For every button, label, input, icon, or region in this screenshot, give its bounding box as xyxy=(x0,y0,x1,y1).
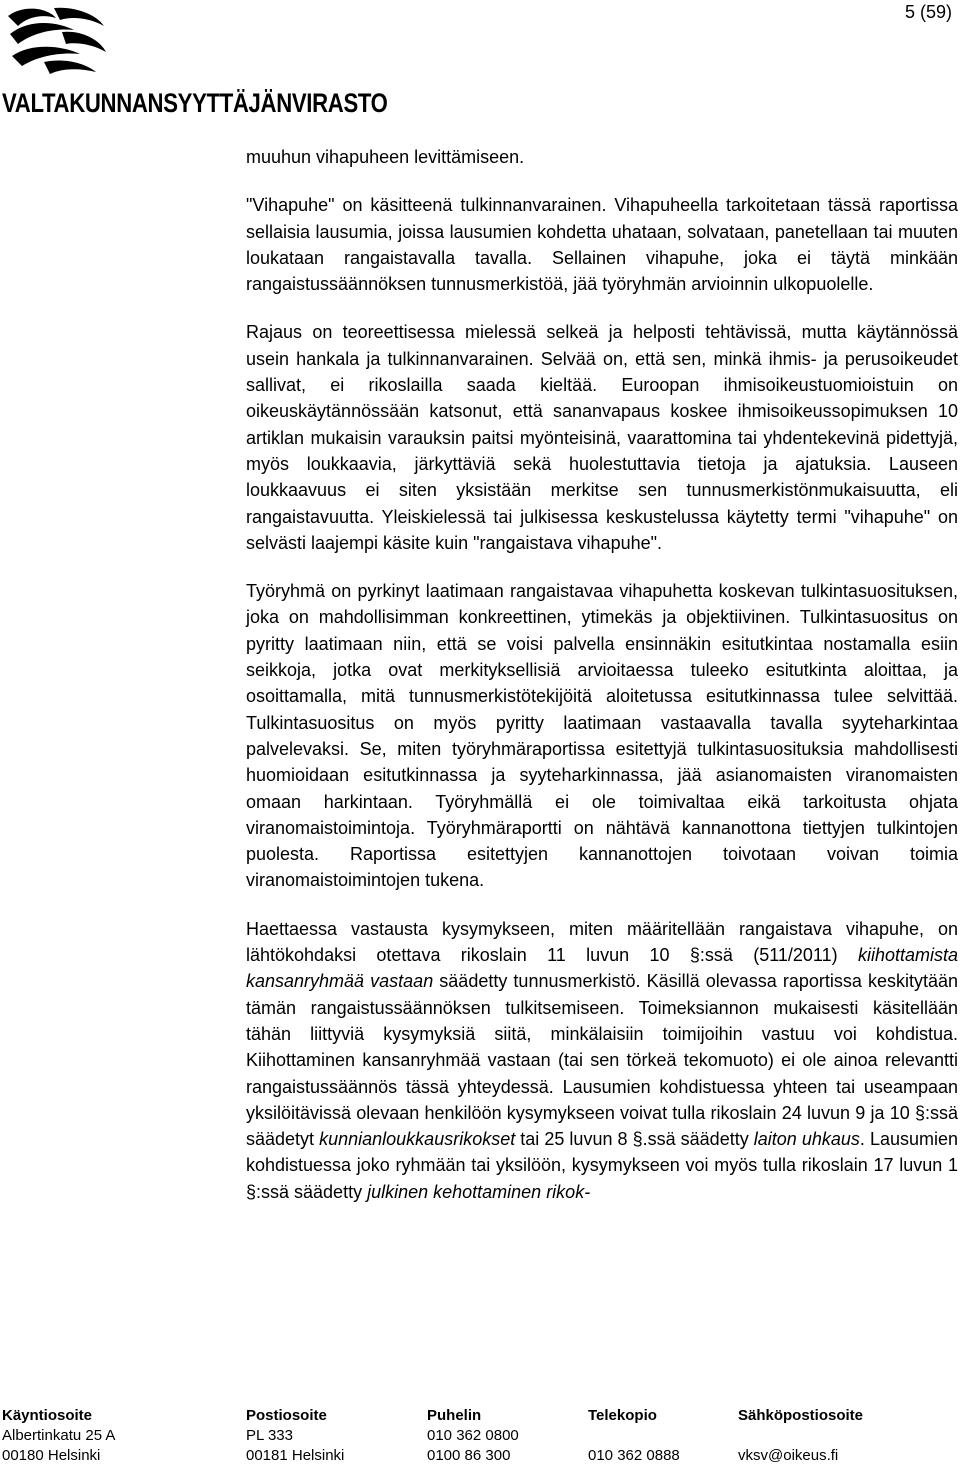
footer-phone xyxy=(427,1406,519,1466)
footer-line: Albertinkatu 25 A xyxy=(2,1427,116,1444)
footer-line: vksv@oikeus.fi xyxy=(738,1447,839,1464)
footer-heading: Postiosoite xyxy=(246,1407,327,1424)
footer-visiting-address xyxy=(2,1406,115,1466)
prosecutor-office-emblem-icon xyxy=(4,4,108,76)
paragraph: muuhun vihapuheen levittämiseen. xyxy=(246,147,525,167)
footer-line: 010 362 0800 xyxy=(427,1427,519,1444)
footer-line: 00180 Helsinki xyxy=(2,1447,101,1464)
italic-term: kunnianloukkausrikokset xyxy=(319,1129,516,1150)
paragraph: Rajaus on teoreettisessa mielessä selkeä ja helposti tehtävissä, mutta käytännössä usein hankala ja tulkinnanvarainen. Selvää on, että sen, minkä ihmis- ja perusoikeudet sallivat, ei rikoslailla saada kieltää. Euroopan ihmisoikeustuomioistuin on oikeuskäytännössään katsonut, että sananvapaus koskee ihmisoikeussopimuksen 10 artiklan mukaisin varauksin paitsi myönteisinä, vaarattomina tai yhdentekevinä pidettyjä, myös loukkaavia, järkyttäviä sekä huolestuttavia tietoja ja ajatuksia. Lauseen loukkaavuus ei siten yksistään merkitse sen tunnusmerkistönmukaisuutta, eli rangaistavuutta. Yleiskielessä tai julkisessa keskustelussa käytetty termi "vihapuhe" on selvästi laajempi käsite kuin "rangaistava vihapuhe". xyxy=(246,322,958,553)
footer-line xyxy=(738,1426,863,1446)
italic-term: julkinen kehottaminen rikok- xyxy=(367,1181,591,1202)
footer-line: 010 362 0888 xyxy=(588,1447,680,1464)
text-run: säädetty tunnusmerkistö. Käsillä olevassa raportissa keskitytään tämän rangaistussäännöksen tulkitsemiseen. Toimeksiannon mukaisesti käsitellään tähän liittyviä kysymyksiä siitä, minkälaisiin toimijoihin vastuu voi kohdistua. Kiihottaminen kansanryhmää vastaan (tai sen törkeä tekomuoto) ei ole ainoa relevantti rangaistussäännös tässä yhteydessä. Lausumien kohdistuessa yhteen tai useampaan yksilöitävissä olevaan henkilöön kysymykseen voivat tulla rikoslain 24 luvun 9 ja 10 §:ssä säädetyt xyxy=(246,971,958,1150)
document-body xyxy=(246,144,958,1227)
logo-text: VALTAKUNNANSYYTTÄJÄNVIRASTO xyxy=(2,88,388,118)
footer-heading: Telekopio xyxy=(588,1407,657,1424)
page-number: 5 (59) xyxy=(904,2,952,22)
footer-line: 0100 86 300 xyxy=(427,1447,511,1464)
footer-line: 00181 Helsinki xyxy=(246,1447,345,1464)
text-run: tai 25 luvun 8 §.ssä säädetty xyxy=(515,1129,754,1150)
footer-fax xyxy=(588,1406,680,1466)
footer-heading: Puhelin xyxy=(427,1407,482,1424)
italic-term: laiton uhkaus xyxy=(753,1129,860,1150)
footer-line: PL 333 xyxy=(246,1427,293,1444)
italic-term: kiihottamista kansanryhmää vastaan xyxy=(246,945,958,992)
text-run: Haettaessa vastausta kysymykseen, miten määritellään rangaistava vihapuhe, on lähtökohdaksi otettava rikoslain 11 luvun 10 §:ssä (511/2011) xyxy=(246,918,958,966)
paragraph: "Vihapuhe" on käsitteenä tulkinnanvarainen. Vihapuheella tarkoitetaan tässä raportissa sellaisia lausumia, joissa lausumien kohdetta uhataan, solvataan, panetellaan tai muuten loukataan rangaistavalla tavalla. Sellainen vihapuhe, joka ei täytä minkään rangaistussäännöksen tunnusmerkistöä, jää työryhmän arvioinnin ulkopuolelle. xyxy=(246,195,958,295)
paragraph xyxy=(246,916,958,1205)
footer-heading: Käyntiosoite xyxy=(2,1407,93,1424)
footer-line xyxy=(588,1426,680,1446)
footer-postal-address xyxy=(246,1406,344,1466)
footer-email xyxy=(738,1406,863,1466)
paragraph: Työryhmä on pyrkinyt laatimaan rangaistavaa vihapuhetta koskevan tulkintasuosituksen, joka on mahdollisimman konkreettinen, ytimekäs ja objektiivinen. Tulkintasuositus on pyritty laatimaan niin, että se voisi palvella ensinnäkin esitutkintaa nostamalla esiin seikkoja, jotka ovat merkityksellisiä arvioitaessa tuleeko esitutkinta aloittaa, ja osoittamalla, mitä tunnusmerkistötekijöitä aloitetussa esitutkinnassa tulee selvittää. Tulkintasuositus on myös pyritty laatimaan vastaavalla tavalla syyteharkintaa palvelevaksi. Se, miten työryhmäraportissa esitettyjä tulkintasuosituksia mahdollisesti huomioidaan esitutkinnassa ja syyteharkinnassa, jää asianomaisten viranomaisten omaan harkintaan. Työryhmällä ei ole toimivaltaa eikä tarkoitusta ohjata viranomaistoimintoja. Työryhmäraportti on nähtävä kannanottona tiettyjen tulkintojen puolesta. Raportissa esitettyjen kannanottojen toivotaan voivan toimia viranomaistoimintojen tukena. xyxy=(246,581,958,891)
logo xyxy=(0,0,388,126)
text-run: . Lausumien kohdistuessa joko ryhmään tai yksilöön, kysymykseen voi myös tulla rikoslain 17 luvun 1 §:ssä säädetty xyxy=(246,1129,959,1202)
footer-heading: Sähköpostiosoite xyxy=(738,1407,864,1424)
